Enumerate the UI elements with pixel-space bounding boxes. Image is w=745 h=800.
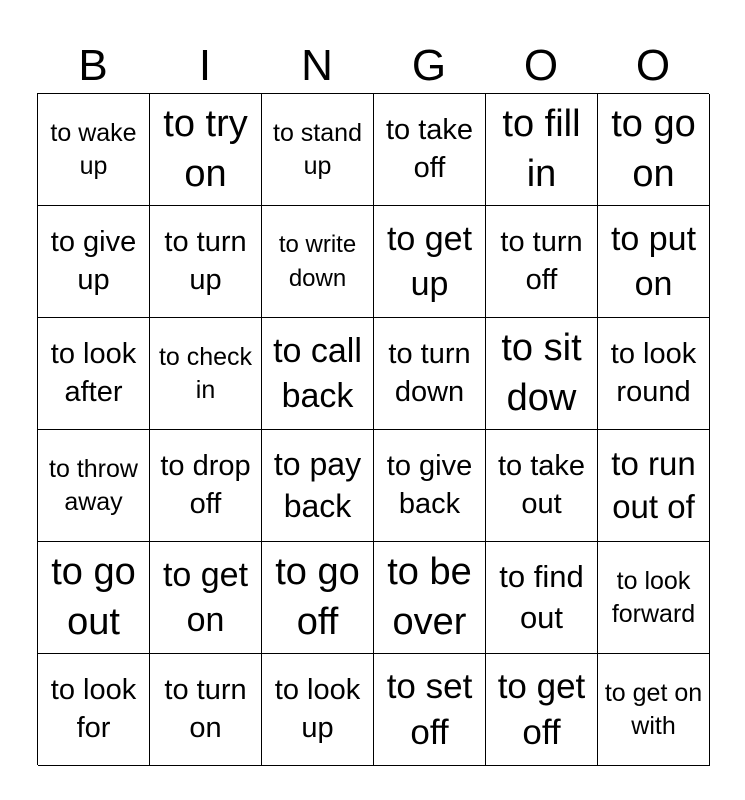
cell-label: to set off <box>386 667 473 752</box>
bingo-cell[interactable] <box>150 318 262 430</box>
cell-label: to turn on <box>164 673 247 744</box>
cell-label: to turn down <box>388 337 471 408</box>
cell-label: to try on <box>163 103 248 195</box>
bingo-cell[interactable] <box>150 94 262 206</box>
bingo-cell[interactable] <box>262 206 374 318</box>
cell-label: to get off <box>497 667 586 752</box>
cell-label: to drop off <box>160 449 251 520</box>
bingo-cell[interactable] <box>38 94 150 206</box>
cell-label: to throw away <box>49 454 138 516</box>
bingo-cell[interactable] <box>486 654 598 766</box>
bingo-board <box>37 93 709 765</box>
bingo-cell[interactable] <box>374 430 486 542</box>
cell-label: to get on <box>162 556 249 639</box>
cell-label: to pay back <box>273 445 362 524</box>
bingo-cell[interactable] <box>486 206 598 318</box>
cell-label: to look round <box>610 337 697 408</box>
bingo-cell[interactable] <box>262 430 374 542</box>
cell-label: to run out of <box>611 444 696 525</box>
cell-label: to look after <box>50 337 137 408</box>
bingo-cell[interactable] <box>38 654 150 766</box>
bingo-cell[interactable] <box>374 94 486 206</box>
bingo-cell[interactable] <box>486 542 598 654</box>
bingo-cell[interactable] <box>262 542 374 654</box>
bingo-cell[interactable] <box>374 206 486 318</box>
cell-label: to go out <box>51 551 136 643</box>
cell-label: to write down <box>278 231 357 292</box>
cell-label: to turn up <box>164 225 247 296</box>
bingo-cell[interactable] <box>150 430 262 542</box>
header-letter: G <box>411 40 447 90</box>
cell-label: to sit dow <box>501 327 582 419</box>
cell-label: to check in <box>158 342 253 404</box>
bingo-cell[interactable] <box>486 94 598 206</box>
header-letter: O <box>523 40 559 90</box>
bingo-cell[interactable] <box>598 318 710 430</box>
bingo-cell[interactable] <box>598 94 710 206</box>
cell-label: to get up <box>386 220 473 303</box>
bingo-cell[interactable] <box>262 94 374 206</box>
bingo-cell[interactable] <box>38 430 150 542</box>
bingo-cell[interactable] <box>374 318 486 430</box>
bingo-cell[interactable] <box>38 206 150 318</box>
bingo-cell[interactable] <box>38 542 150 654</box>
bingo-cell[interactable] <box>262 654 374 766</box>
cell-label: to be over <box>387 551 472 643</box>
cell-label: to go on <box>611 103 696 195</box>
cell-label: to go off <box>275 551 360 643</box>
bingo-cell[interactable] <box>374 654 486 766</box>
bingo-cell[interactable] <box>598 542 710 654</box>
cell-label: to put on <box>610 220 697 303</box>
bingo-cell[interactable] <box>150 206 262 318</box>
cell-label: to look for <box>50 673 137 744</box>
cell-label: to call back <box>273 332 362 415</box>
bingo-cell[interactable] <box>38 318 150 430</box>
bingo-cell[interactable] <box>374 542 486 654</box>
bingo-cell[interactable] <box>598 430 710 542</box>
header-letter: B <box>78 40 108 90</box>
cell-label: to wake up <box>50 118 137 180</box>
cell-label: to look up <box>274 673 361 744</box>
bingo-cell[interactable] <box>150 542 262 654</box>
cell-label: to give back <box>386 449 473 520</box>
header-letter: I <box>198 40 212 90</box>
bingo-cell[interactable] <box>598 654 710 766</box>
cell-label: to look forward <box>611 566 696 628</box>
cell-label: to fill in <box>502 103 581 195</box>
cell-label: to get on with <box>604 678 703 740</box>
bingo-cell[interactable] <box>150 654 262 766</box>
bingo-header <box>37 38 709 93</box>
bingo-cell[interactable] <box>598 206 710 318</box>
header-letter: N <box>301 40 333 90</box>
bingo-cell[interactable] <box>486 318 598 430</box>
cell-label: to take out <box>497 449 586 520</box>
header-letter: O <box>635 40 671 90</box>
cell-label: to give up <box>50 225 137 296</box>
cell-label: to turn off <box>500 225 583 296</box>
cell-label: to take off <box>385 113 474 184</box>
bingo-cell[interactable] <box>262 318 374 430</box>
bingo-cell[interactable] <box>486 430 598 542</box>
cell-label: to stand up <box>273 118 362 180</box>
cell-label: to find out <box>499 559 584 635</box>
